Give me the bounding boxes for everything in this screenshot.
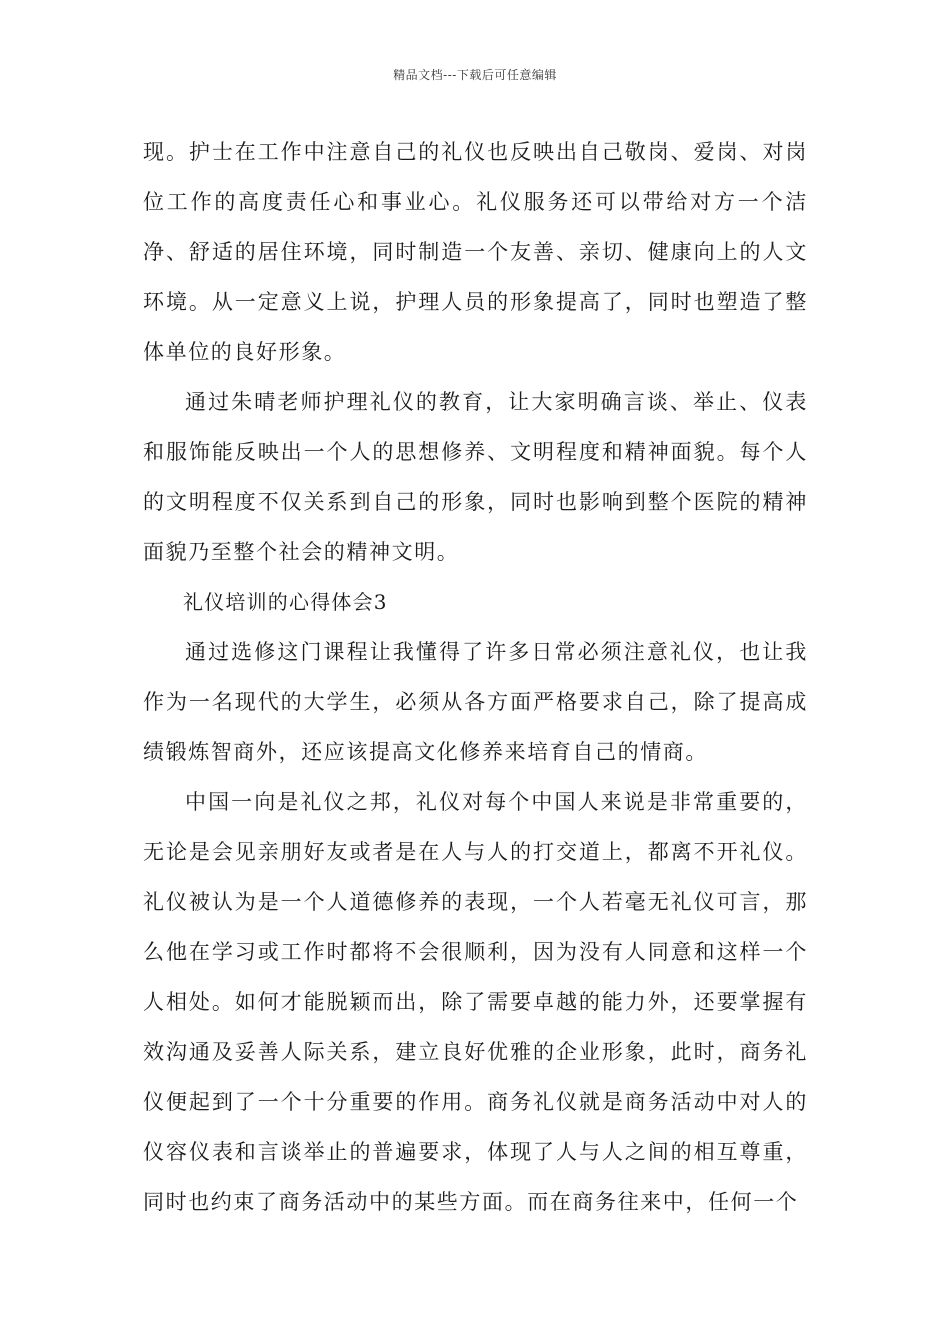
paragraph-nursing-etiquette: 通过朱晴老师护理礼仪的教育，让大家明确言谈、举止、仪表和服饰能反映出一个人的思想修养、文明程度和精神面貌。每个人的文明程度不仅关系到自己的形象，同时也影响到整个医院的精神面貌乃至整个社会的精神文明。 [143, 390, 808, 564]
section-heading: 礼仪培训的心得体会3 [183, 590, 388, 614]
paragraph-business-etiquette: 中国一向是礼仪之邦，礼仪对每个中国人来说是非常重要的，无论是会见亲朋好友或者是在人与人的打交道上，都离不开礼仪。礼仪被认为是一个人道德修养的表现，一个人若毫无礼仪可言，那么他在学习或工作时都将不会很顺利，因为没有人同意和这样一个人相处。如何才能脱颖而出，除了需要卓越的能力外，还要掌握有效沟通及妥善人际关系，建立良好优雅的企业形象，此时，商务礼仪便起到了一个十分重要的作用。商务礼仪就是商务活动中对人的仪容仪表和言谈举止的普遍要求，体现了人与人之间的相互尊重，同时也约束了商务活动中的某些方面。而在商务往来中，任何一个 [143, 790, 808, 1214]
paragraph-course-reflection: 通过选修这门课程让我懂得了许多日常必须注意礼仪，也让我作为一名现代的大学生，必须从各方面严格要求自己，除了提高成绩锻炼智商外，还应该提高文化修养来培育自己的情商。 [143, 640, 808, 764]
document-body [143, 127, 808, 1227]
paragraph-continuation: 现。护士在工作中注意自己的礼仪也反映出自己敬岗、爱岗、对岗位工作的高度责任心和事业心。礼仪服务还可以带给对方一个洁净、舒适的居住环境，同时制造一个友善、亲切、健康向上的人文环境。从一定意义上说，护理人员的形象提高了，同时也塑造了整体单位的良好形象。 [143, 140, 808, 364]
page-header: 精品文档---下载后可任意编辑 [393, 68, 557, 82]
